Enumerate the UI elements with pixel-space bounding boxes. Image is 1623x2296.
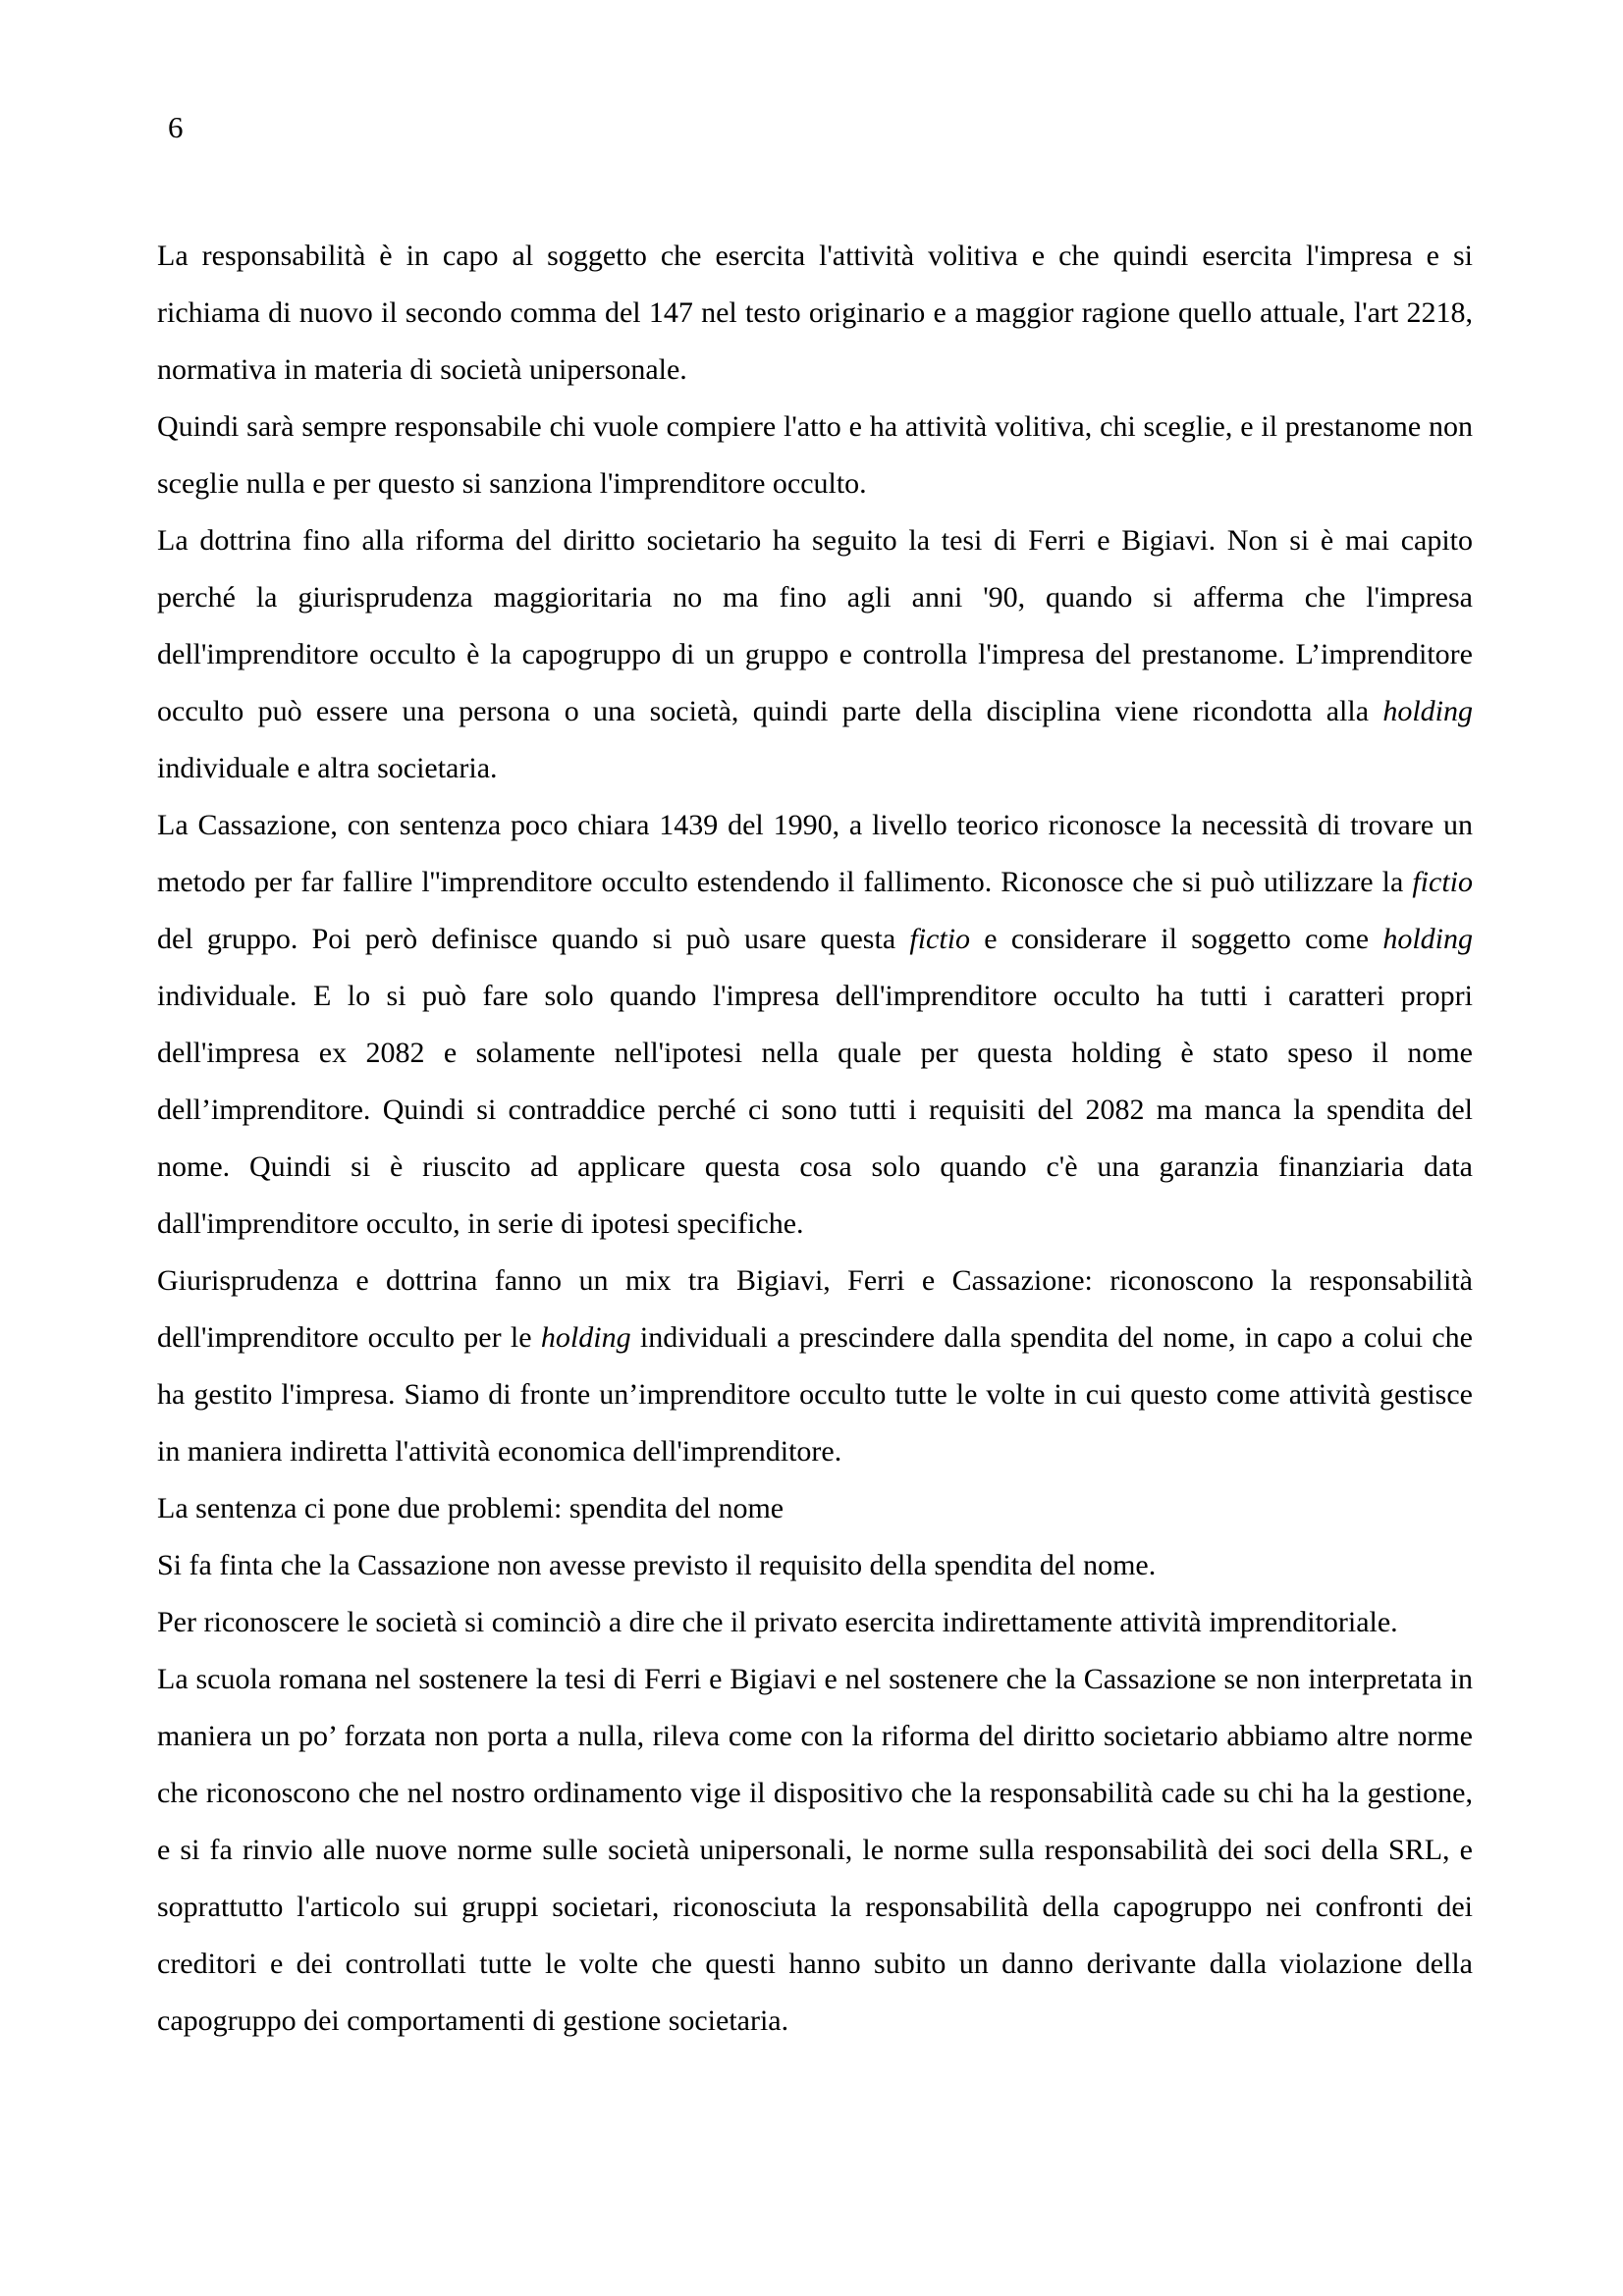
paragraph (157, 1651, 1473, 2050)
paragraph (157, 228, 1473, 399)
italic-term: fictio (909, 923, 971, 955)
text-run: individuale e altra societaria. (157, 752, 498, 784)
paragraph (157, 1480, 1473, 1537)
text-run: del gruppo. Poi però definisce quando si può usare questa (157, 923, 910, 955)
text-run: La Cassazione, con sentenza poco chiara 1439 del 1990, a livello teorico riconosce la necessità di trovare un metodo per far fallire l''imprenditore occulto estendendo il fallimento. Riconosce che si può utilizzare la (157, 809, 1473, 898)
italic-term: holding (1382, 695, 1473, 727)
paragraph (157, 1253, 1473, 1480)
page-number: 6 (168, 110, 184, 144)
body-text (157, 228, 1473, 2050)
paragraph (157, 1594, 1473, 1651)
italic-term: fictio (1412, 866, 1473, 898)
paragraph (157, 1537, 1473, 1594)
paragraph (157, 797, 1473, 1253)
paragraph (157, 399, 1473, 512)
text-run: La responsabilità è in capo al soggetto che esercita l'attività volitiva e che quindi esercita l'impresa e si richiama di nuovo il secondo comma del 147 nel testo originario e a maggior ragione quello attuale, l'art 2218, normativa in materia di società unipersonale. (157, 240, 1473, 386)
text-run: individuale. E lo si può fare solo quando l'impresa dell'imprenditore occulto ha tutti i caratteri propri dell'impresa ex 2082 e solamente nell'ipotesi nella quale per questa holding è stato speso il nome dell’imprenditore. Quindi si contraddice perché ci sono tutti i requisiti del 2082 ma manca la spendita del nome. Quindi si è riuscito ad applicare questa cosa solo quando c'è una garanzia finanziaria data dall'imprenditore occulto, in serie di ipotesi specifiche. (157, 980, 1473, 1240)
text-run: Quindi sarà sempre responsabile chi vuole compiere l'atto e ha attività volitiva, chi sceglie, e il prestanome non sceglie nulla e per questo si sanziona l'imprenditore occulto. (157, 410, 1473, 500)
text-run: e considerare il soggetto come (970, 923, 1383, 955)
italic-term: holding (540, 1321, 631, 1354)
text-run: La scuola romana nel sostenere la tesi di Ferri e Bigiavi e nel sostenere che la Cassazione se non interpretata in maniera un po’ forzata non porta a nulla, rileva come con la riforma del diritto societario abbiamo altre norme che riconoscono che nel nostro ordinamento vige il dispositivo che la responsabilità cade su chi ha la gestione, e si fa rinvio alle nuove norme sulle società unipersonali, le norme sulla responsabilità dei soci della SRL, e soprattutto l'articolo sui gruppi societari, riconosciuta la responsabilità della capogruppo nei confronti dei creditori e dei controllati tutte le volte che questi hanno subito un danno derivante dalla violazione della capogruppo dei comportamenti di gestione societaria. (157, 1663, 1473, 2037)
text-run: individuali a prescindere dalla spendita del nome, in capo a colui che ha gestito l'impresa. Siamo di fronte un’imprenditore occulto tutte le volte in cui questo come attività gestisce in maniera indiretta l'attività economica dell'imprenditore. (157, 1321, 1473, 1468)
italic-term: holding (1382, 923, 1473, 955)
text-run: Si fa finta che la Cassazione non avesse previsto il requisito della spendita del nome. (157, 1549, 1157, 1581)
text-run: Giurisprudenza e dottrina fanno un mix tra Bigiavi, Ferri e Cassazione: riconoscono la responsabilità dell'imprenditore occulto per le (157, 1264, 1473, 1354)
text-run: Per riconoscere le società si cominciò a dire che il privato esercita indirettamente attività imprenditoriale. (157, 1606, 1398, 1638)
paragraph (157, 512, 1473, 797)
text-run: La dottrina fino alla riforma del diritto societario ha seguito la tesi di Ferri e Bigiavi. Non si è mai capito perché la giurisprudenza maggioritaria no ma fino agli anni '90, quando si afferma che l'impresa dell'imprenditore occulto è la capogruppo di un gruppo e controlla l'impresa del prestanome. L’imprenditore occulto può essere una persona o una società, quindi parte della disciplina viene ricondotta alla (157, 524, 1473, 727)
text-run: La sentenza ci pone due problemi: spendita del nome (157, 1492, 784, 1524)
